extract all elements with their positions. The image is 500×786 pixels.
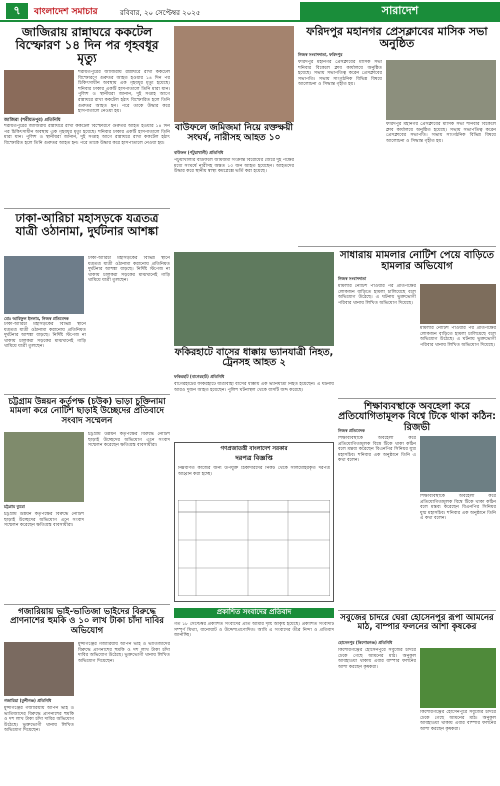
article-3-body: ফরিদপুর মহানগর প্রেসক্লাবের মাসিক সভা শনিবার বিকেলে ক্লাব কার্যালয়ে অনুষ্ঠিত হয়েছে। সভায় সভাপতিত্ব করেন প্রেসক্লাবের সভাপতি। সভায় সাংগঠনিক বিভিন্ন বিষয়ে আলোচনা ও সিদ্ধান্ত গৃহীত হয়।: [298, 60, 382, 88]
article-9-photo: [4, 642, 74, 696]
article-2-photo: [174, 26, 294, 122]
article-10-body: কিশোরগঞ্জের হোসেনপুরে সবুজের চাদরে ঢেকে গেছে আমনের মাঠ। অনুকূল আবহাওয়া থাকায় এবার বাম্পার ফলনের আশা করছেন কৃষকরা।: [338, 648, 416, 670]
divider: [338, 610, 496, 611]
article-6-body-cont: মামলার নোটিশ পাওয়ার পর প্রতিপক্ষের লোকজন বাড়িতে হামলা চালিয়েছে বলে অভিযোগ উঠেছে। এ ঘটনায় ভুক্তভোগী পরিবার থানায় লিখিত অভিযোগ দিয়েছে।: [420, 326, 496, 348]
article-9-body-cont: মুন্সীগঞ্জের গজারিয়ায় আপন ভাই ও ভাতিজাদের বিরুদ্ধে প্রাণনাশের হুমকি ও দশ লাখ টাকা চাঁদা দাবির অভিযোগ উঠেছে। ভুক্তভোগী থানায় লিখিত অভিযোগ দিয়েছেন।: [4, 706, 74, 734]
section-title: সারাদেশ: [300, 2, 500, 20]
article-3-byline: নিজস্ব সংবাদদাতা, ফরিদপুর: [298, 52, 343, 57]
article-10-body-cont: কিশোরগঞ্জের হোসেনপুরে সবুজের চাদরে ঢেকে গেছে আমনের মাঠ। অনুকূল আবহাওয়া থাকায় এবার বাম্পার ফলনের আশা করছেন কৃষকরা।: [420, 710, 496, 732]
article-6-body: মামলার নোটিশ পাওয়ার পর প্রতিপক্ষের লোকজন বাড়িতে হামলা চালিয়েছে বলে অভিযোগ উঠেছে। এ ঘটনায় ভুক্তভোগী পরিবার থানায় লিখিত অভিযোগ দিয়েছে।: [338, 284, 416, 306]
article-2-byline: বাউফল (পটুয়াখালী) প্রতিনিধি: [174, 150, 224, 155]
article-5-headline: ফকিরহাটে বাসের ধাক্কায় ভ্যানযাত্রী নিহত, ট্রেনসহ আহত ২: [174, 347, 334, 369]
article-1-photo: [4, 70, 74, 114]
notice-body: নিম্নবর্ণিত কাজের জন্য উপযুক্ত ঠিকাদারদের নিকট থেকে সীলমোহরকৃত দরপত্র আহ্বান করা হচ্ছে।: [178, 466, 330, 477]
divider: [4, 208, 170, 209]
article-6-headline: সাধারায় মামলার নোটিশ পেয়ে বাড়িতে হামলার অভিযোগ: [340, 250, 494, 272]
divider: [4, 604, 170, 605]
article-4-body: ঢাকা-আরিচা মহাসড়কের বিভিন্ন স্থানে যত্রতত্র যাত্রী ওঠানামা করানোয় প্রতিনিয়ত দুর্ঘটনার আশঙ্কা বাড়ছে। নির্দিষ্ট স্টপেজ না থাকায় চালকরা সড়কের মাঝখানেই গাড়ি থামিয়ে যাত্রী তুলছেন।: [88, 256, 170, 284]
newspaper-logo: বাংলাদেশ সমাচার: [34, 7, 98, 17]
divider: [4, 394, 170, 395]
article-2-headline: বাউফলে জমিজমা নিয়ে রক্তক্ষয়ী সংঘর্ষ, নারীসহ আহত ১০: [175, 123, 293, 143]
article-3-headline: ফরিদপুর মহানগর প্রেসক্লাবের মাসিক সভা অনুষ্ঠিত: [306, 25, 488, 51]
article-4-body-cont: ঢাকা-আরিচা মহাসড়কের বিভিন্ন স্থানে যত্রতত্র যাত্রী ওঠানামা করানোয় প্রতিনিয়ত দুর্ঘটনার আশঙ্কা বাড়ছে। নির্দিষ্ট স্টপেজ না থাকায় চালকরা সড়কের মাঝখানেই গাড়ি থামিয়ে যাত্রী তুলছেন।: [4, 322, 86, 350]
article-5-body: বাগেরহাটের ফকিরহাটে যাত্রীবাহী বাসের ধাক্কায় এক ভ্যানযাত্রী নিহত হয়েছেন। এ ঘটনায় আরও দুজন আহত হয়েছেন। পুলিশ ঘটনাস্থল থেকে বাসটি জব্দ করেছে।: [174, 382, 334, 393]
article-1-byline: জাজিরা (শরীয়তপুর) প্রতিনিধি: [4, 118, 61, 123]
article-8-headline: শিক্ষাব্যবস্থাকে অবহেলা করে প্রতিযোগিতামূলক বিশ্বে টিকে থাকা কঠিন: রিজভী: [338, 401, 496, 433]
article-8-body: শিক্ষাব্যবস্থাকে অবহেলা করে প্রতিযোগিতামূলক বিশ্বে টিকে থাকা কঠিন বলে মন্তব্য করেছেন বিএনপির সিনিয়র যুগ্ম মহাসচিব। শনিবার এক অনুষ্ঠানে তিনি এ কথা বলেন।: [338, 436, 416, 464]
protest-headline: প্রকাশিত সংবাদের প্রতিবাদ: [174, 608, 334, 618]
article-3-body-cont: ফরিদপুর মহানগর প্রেসক্লাবের মাসিক সভা শনিবার বিকেলে ক্লাব কার্যালয়ে অনুষ্ঠিত হয়েছে। সভায় সভাপতিত্ব করেন প্রেসক্লাবের সভাপতি। সভায় সাংগঠনিক বিভিন্ন বিষয়ে আলোচনা ও সিদ্ধান্ত গৃহীত হয়।: [386, 122, 496, 144]
issue-date: রবিবার, ২০ সেপ্টেম্বর ২০২৫: [120, 9, 201, 17]
notice-subtitle: দরপত্র বিজ্ঞপ্তি: [235, 454, 273, 462]
article-4-headline: ঢাকা-আরিচা মহাসড়কে যত্রতত্র যাত্রী ওঠানামা, দুর্ঘটনার আশঙ্কা: [15, 211, 159, 238]
article-7-headline: চট্টগ্রাম উন্নয়ন কর্তৃপক্ষ (চউক) ভাড়া চুক্তিনামা মামলা করে নোটিশ ছাড়াই উচ্ছেদের প্রতিবাদে সংবাদ সম্মেলন: [8, 397, 166, 426]
notice-table: [178, 500, 330, 596]
article-6-byline: নিজস্ব সংবাদদাতা: [338, 276, 367, 281]
article-9-body: মুন্সীগঞ্জের গজারিয়ায় আপন ভাই ও ভাতিজাদের বিরুদ্ধে প্রাণনাশের হুমকি ও দশ লাখ টাকা চাঁদা দাবির অভিযোগ উঠেছে। ভুক্তভোগী থানায় লিখিত অভিযোগ দিয়েছেন।: [78, 642, 170, 664]
article-7-body: চট্টগ্রাম উন্নয়ন কর্তৃপক্ষের বিরুদ্ধে নোটিশ ছাড়াই উচ্ছেদের অভিযোগ এনে সংবাদ সম্মেলন করেছেন ক্ষতিগ্রস্ত ব্যবসায়ীরা।: [88, 432, 170, 449]
article-1-headline: জাজিরায় রান্নাঘরে ককটেল বিস্ফোরণ ১৪ দিন পর গৃহবধূর মৃত্যু: [15, 25, 159, 66]
divider: [298, 246, 496, 247]
page-number: ৭: [6, 3, 28, 19]
article-6-photo: [420, 284, 496, 324]
article-10-photo: [420, 648, 496, 708]
article-1-body: শরীয়তপুরের জাজিরায় রান্নাঘরে রাখা ককটেল বিস্ফোরণে গুরুতর আহত হওয়ার ১৪ দিন পর চিকিৎসাধীন অবস্থায় এক গৃহবধূর মৃত্যু হয়েছে। শনিবার ঢাকার একটি হাসপাতালে তিনি মারা যান। পুলিশ ও স্থানীয়রা জানান, দুই সপ্তাহ আগে রান্নাঘরে রাখা ককটেল হঠাৎ বিস্ফোরিত হলে তিনি গুরুতর আহত হন। পরে তাকে উদ্ধার করে হাসপাতালে নেওয়া হয়।: [4, 124, 170, 146]
protest-body: গত ১৮ সেপ্টেম্বর প্রকাশিত সংবাদের প্রতি আমার দৃষ্টি আকৃষ্ট হয়েছে। প্রকাশিত সংবাদটি সম্পূর্ণ মিথ্যা, বানোয়াট ও উদ্দেশ্যপ্রণোদিত। আমি এ সংবাদের তীব্র নিন্দা ও প্রতিবাদ জানাচ্ছি।: [174, 622, 334, 639]
article-3-photo: [386, 60, 496, 120]
article-10-headline: সবুজের চাদরে ঘেরা হোসেনপুর রূপা আমনের মাঠ, বাম্পার ফলনের আশা কৃষকের: [340, 613, 494, 633]
article-5-photo: [174, 252, 334, 346]
article-9-headline: গজারিয়ায় ভাই-ভাতিজা ভাইদের বিরুদ্ধে প্রাণনাশের হুমকি ও ১০ লাখ টাকা চাঁদা দাবির অভিযোগ: [10, 607, 164, 636]
article-8-byline: নিজস্ব প্রতিবেদক: [338, 428, 365, 433]
notice-title: গণপ্রজাতন্ত্রী বাংলাদেশ সরকার: [220, 446, 288, 452]
article-8-photo: [420, 436, 496, 492]
article-7-byline: চট্টগ্রাম ব্যুরো: [4, 504, 25, 509]
article-1-body-cont: শরীয়তপুরের জাজিরায় রান্নাঘরে রাখা ককটেল বিস্ফোরণে গুরুতর আহত হওয়ার ১৪ দিন পর চিকিৎসাধীন অবস্থায় এক গৃহবধূর মৃত্যু হয়েছে। শনিবার ঢাকার একটি হাসপাতালে তিনি মারা যান। পুলিশ ও স্থানীয়রা জানান, দুই সপ্তাহ আগে রান্নাঘরে রাখা ককটেল হঠাৎ বিস্ফোরিত হলে তিনি গুরুতর আহত হন। পরে তাকে উদ্ধার করে হাসপাতালে নেওয়া হয়।: [78, 70, 170, 115]
article-4-byline: মোঃ আরিফুল ইসলাম, নিজস্ব প্রতিবেদক: [4, 316, 69, 321]
article-5-byline: ফকিরহাট (বাগেরহাট) প্রতিনিধি: [174, 374, 225, 379]
article-4-photo: [4, 256, 84, 314]
article-8-body-cont: শিক্ষাব্যবস্থাকে অবহেলা করে প্রতিযোগিতামূলক বিশ্বে টিকে থাকা কঠিন বলে মন্তব্য করেছেন বিএনপির সিনিয়র যুগ্ম মহাসচিব। শনিবার এক অনুষ্ঠানে তিনি এ কথা বলেন।: [420, 494, 496, 522]
article-7-photo: [4, 432, 84, 502]
divider: [338, 398, 496, 399]
article-10-byline: হোসেনপুর (কিশোরগঞ্জ) প্রতিনিধি: [338, 640, 393, 645]
article-9-byline: গজারিয়া (মুন্সীগঞ্জ) প্রতিনিধি: [4, 698, 52, 703]
article-7-body-cont: চট্টগ্রাম উন্নয়ন কর্তৃপক্ষের বিরুদ্ধে নোটিশ ছাড়াই উচ্ছেদের অভিযোগ এনে সংবাদ সম্মেলন করেছেন ক্ষতিগ্রস্ত ব্যবসায়ীরা।: [4, 512, 84, 529]
article-2-body: পটুয়াখালীর বাউফলে জমিজমা সংক্রান্ত বিরোধের জেরে দুই পক্ষের মধ্যে সংঘর্ষে নারীসহ অন্তত ১০ জন আহত হয়েছেন। আহতদের উদ্ধার করে স্থানীয় স্বাস্থ্য কমপ্লেক্সে ভর্তি করা হয়েছে।: [174, 158, 294, 175]
